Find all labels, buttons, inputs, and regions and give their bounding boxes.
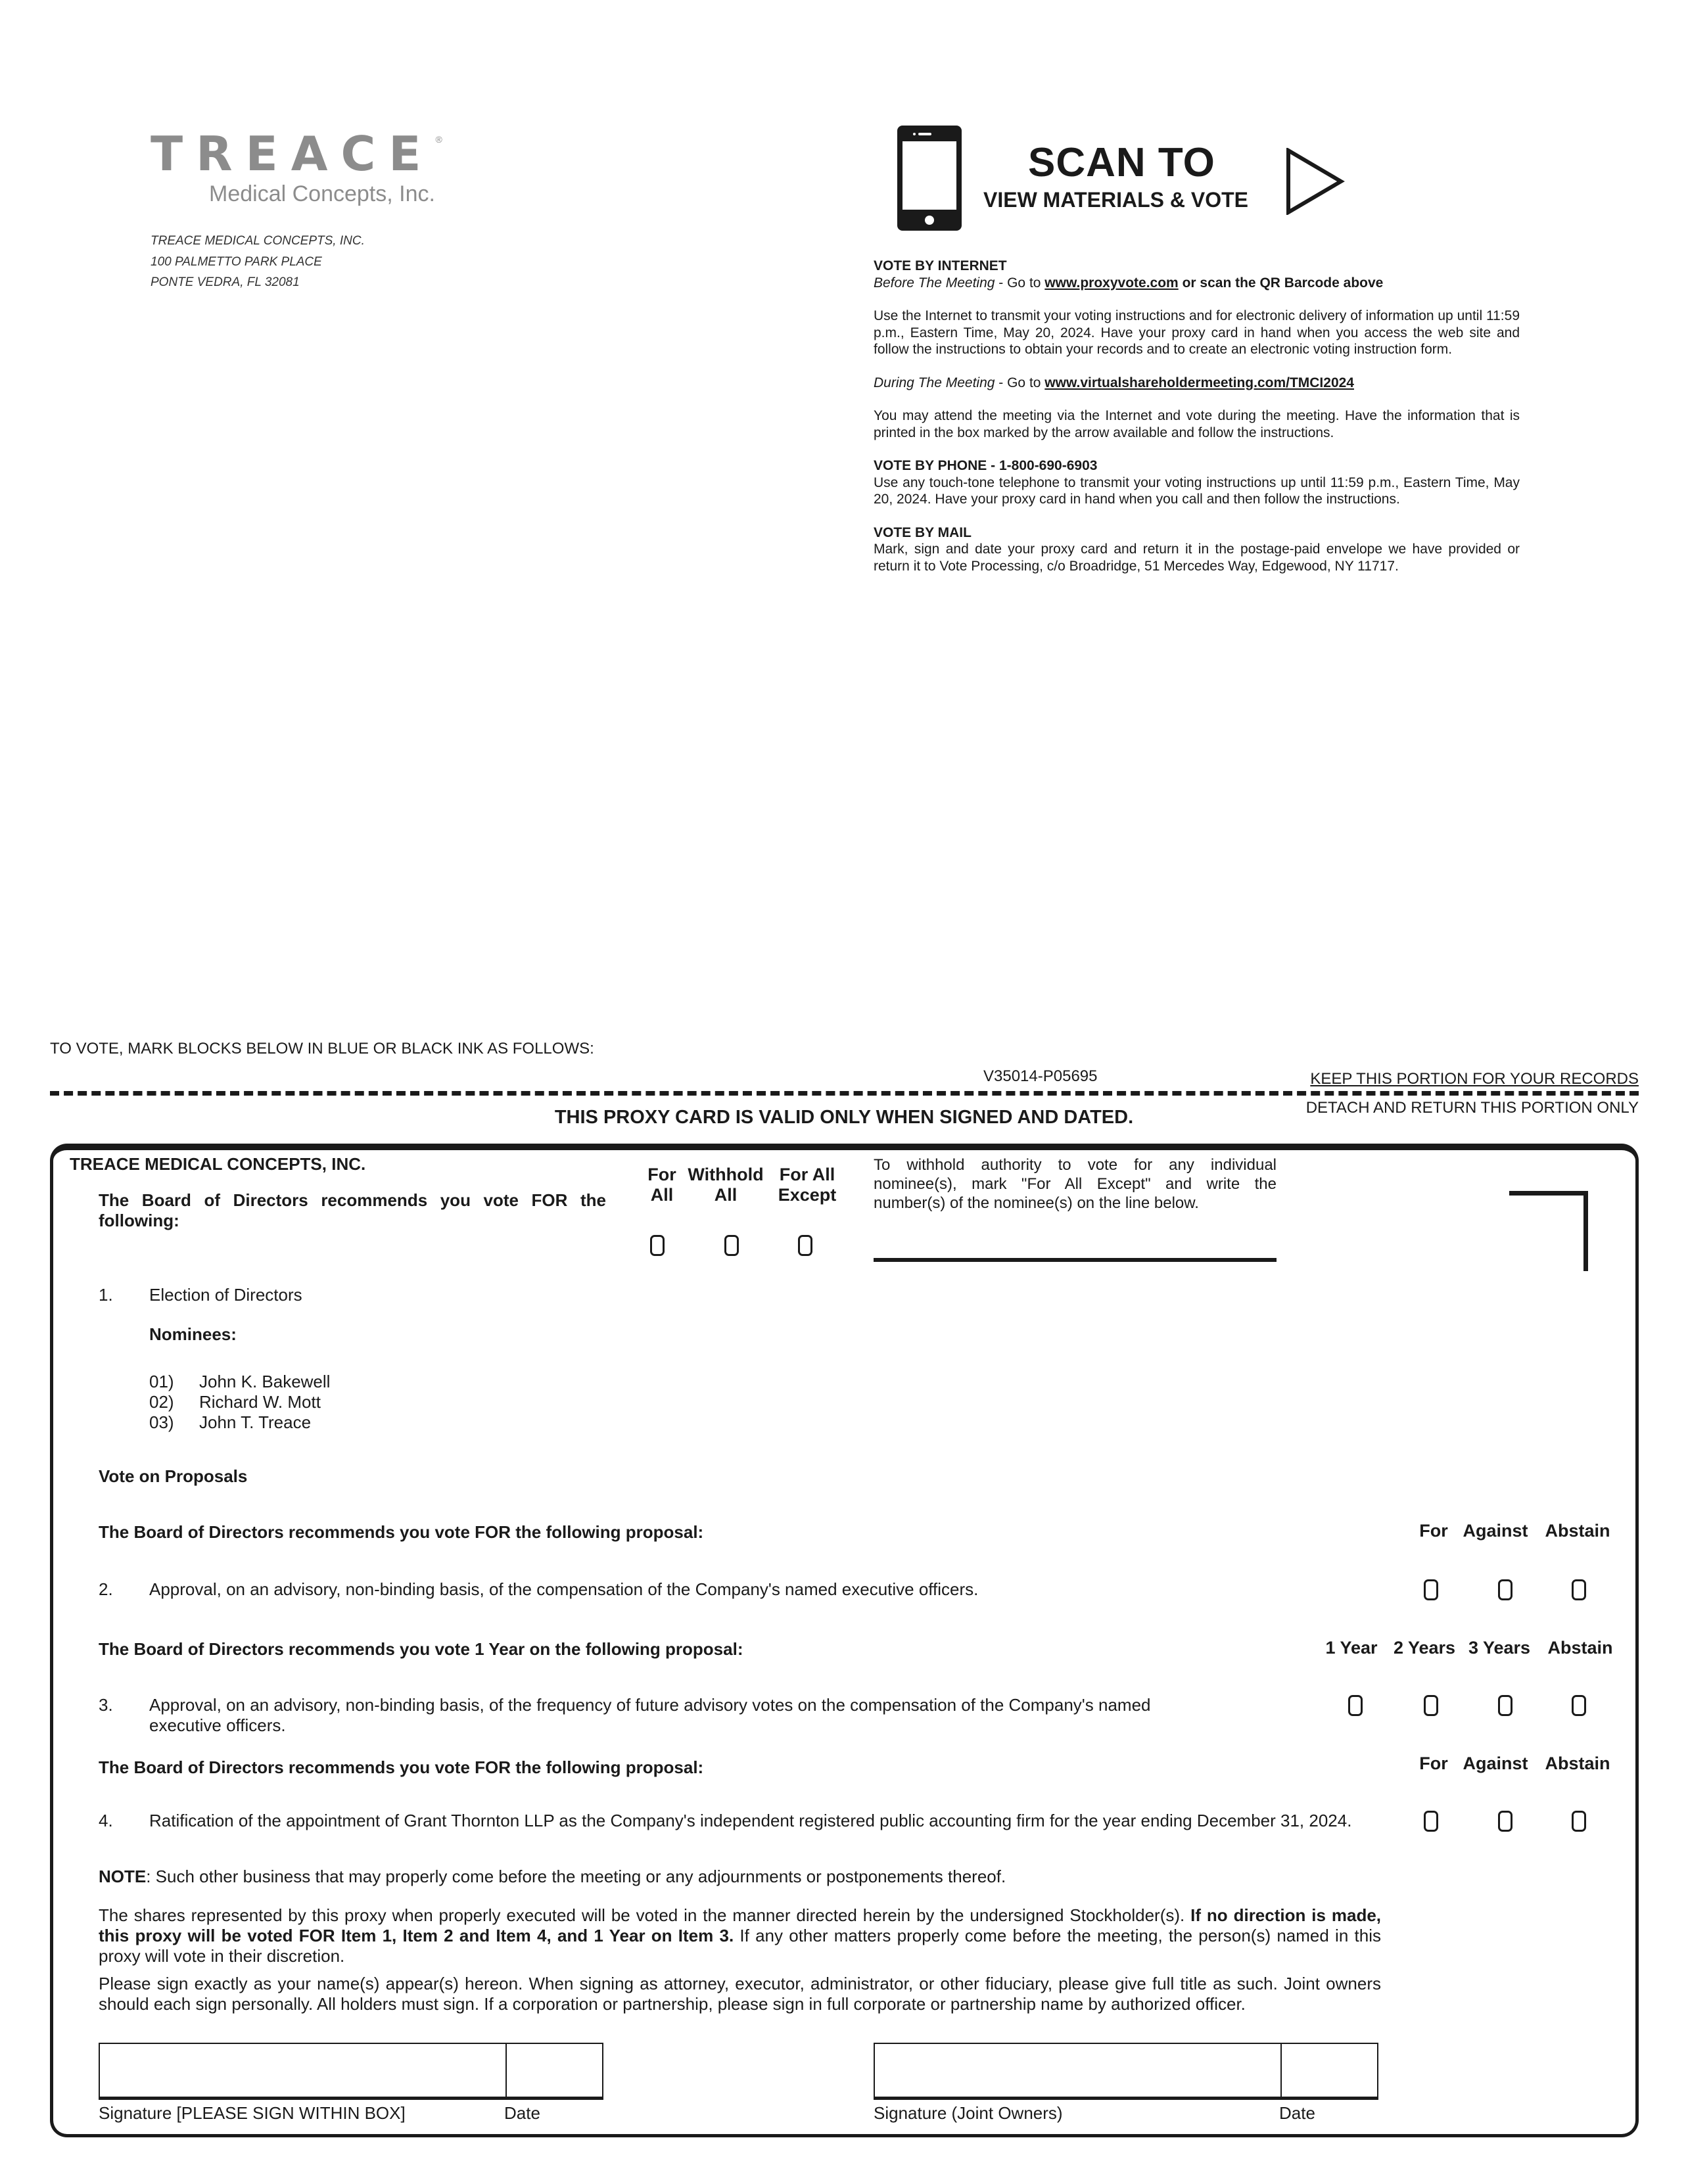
item2-abstain-checkbox[interactable]: [1572, 1579, 1586, 1600]
item4-for-checkbox[interactable]: [1424, 1811, 1438, 1832]
col-against: Against: [1463, 1754, 1528, 1773]
nominee-num: 03): [149, 1412, 174, 1432]
proxyvote-link[interactable]: www.proxyvote.com: [1044, 275, 1179, 290]
col-withhold-all: [680, 1165, 772, 1205]
proposal-recommendation: The Board of Directors recommends you vote 1 Year on the following proposal:: [99, 1639, 743, 1659]
detach-line: [50, 1091, 1639, 1096]
col-1-year: 1 Year: [1325, 1638, 1378, 1658]
scan-heading: SCAN TO: [1028, 140, 1215, 185]
item-compensation: Approval, on an advisory, non-binding basis, of the compensation of the Company's named executive officers.: [149, 1579, 979, 1599]
note: [99, 1867, 1006, 1887]
shares-text: If any other matters properly come before the meeting, the person(s) named in this proxy will vote in their discretion.: [99, 1926, 1381, 1966]
attend-para: You may attend the meeting via the Internet and vote during the meeting. Have the information that is printed in the box marked by the arrow available and follow the instructions.: [874, 408, 1520, 440]
nominee-name: Richard W. Mott: [199, 1392, 321, 1412]
phone-para: Use any touch-tone telephone to transmit your voting instructions up until 11:59 p.m., Eastern Time, May 20, 2024. Have your proxy card in hand when you call and then follow the instructions.: [874, 475, 1520, 507]
item3-abstain-checkbox[interactable]: [1572, 1695, 1586, 1716]
corner-mark: [1509, 1191, 1588, 1196]
nominee-num: 02): [149, 1392, 174, 1412]
for-all-checkbox[interactable]: [650, 1235, 665, 1256]
item-number: 2.: [99, 1579, 113, 1599]
card-company: TREACE MEDICAL CONCEPTS, INC.: [70, 1154, 366, 1174]
validity-notice: [0, 1106, 1688, 1128]
joint-signature-box[interactable]: [874, 2043, 1378, 2100]
col-2-years: 2 Years: [1393, 1638, 1456, 1658]
note-text: : Such other business that may properly come before the meeting or any adjournments or postponements thereof.: [146, 1867, 1006, 1886]
smartphone-icon: [897, 126, 962, 231]
col-abstain: Abstain: [1547, 1638, 1613, 1658]
item-frequency: Approval, on an advisory, non-binding basis, of the frequency of future advisory votes on the compensation of the Company's named executive officers.: [149, 1695, 1151, 1735]
col-label: All: [650, 1185, 674, 1205]
before-meeting-line: [874, 275, 1520, 292]
go-to: - Go to: [995, 275, 1045, 290]
internet-heading: VOTE BY INTERNET: [874, 258, 1007, 273]
col-3-years: 3 Years: [1468, 1638, 1531, 1658]
date-divider: [505, 2044, 507, 2097]
sign-instructions: Please sign exactly as your name(s) appear(s) hereon. When signing as attorney, executor, administrator, or other fiduciary, please give full title as such. Joint owners should each sign personally. All holders must sign. If a corporation or partnership, please sign in full corporate or partnership name by authorized officer.: [99, 1974, 1381, 2014]
signature-box[interactable]: [99, 2043, 603, 2100]
phone-heading: VOTE BY PHONE - 1-800-690-6903: [874, 458, 1098, 473]
vote-on-proposals: Vote on Proposals: [99, 1466, 248, 1486]
for-all-except-checkbox[interactable]: [798, 1235, 812, 1256]
nominee-exception-line[interactable]: [874, 1258, 1277, 1262]
detach-portion-label: DETACH AND RETURN THIS PORTION ONLY: [1305, 1099, 1639, 1117]
validity-text: THIS PROXY CARD IS VALID ONLY WHEN SIGNED AND DATED.: [554, 1107, 1134, 1128]
col-label: For: [647, 1165, 676, 1184]
joint-signature-label: Signature (Joint Owners): [874, 2103, 1063, 2123]
item4-abstain-checkbox[interactable]: [1572, 1811, 1586, 1832]
virtual-meeting-link[interactable]: www.virtualshareholdermeeting.com/TMCI2024: [1044, 375, 1354, 390]
col-abstain: Abstain: [1545, 1521, 1610, 1541]
proposal-recommendation: The Board of Directors recommends you vote FOR the following proposal:: [99, 1522, 704, 1542]
qr-note: or scan the QR Barcode above: [1178, 275, 1384, 290]
mail-heading: VOTE BY MAIL: [874, 524, 972, 540]
address-line: TREACE MEDICAL CONCEPTS, INC.: [151, 234, 365, 248]
col-against: Against: [1463, 1521, 1528, 1541]
shares-text: The shares represented by this proxy when properly executed will be voted in the manner directed herein by the undersigned Stockholder(s).: [99, 1905, 1191, 1925]
treace-logo: [151, 126, 442, 181]
item-number: 3.: [99, 1695, 113, 1715]
scan-subheading: VIEW MATERIALS & VOTE: [983, 188, 1248, 212]
mail-para: Mark, sign and date your proxy card and return it in the postage-paid envelope we have provided or return it to Vote Processing, c/o Broadridge, 51 Mercedes Way, Edgewood, NY 11717.: [874, 542, 1520, 574]
control-code: V35014-P05695: [983, 1067, 1098, 1085]
address-line: PONTE VEDRA, FL 32081: [151, 275, 300, 289]
shares-paragraph: [99, 1905, 1381, 1966]
item2-against-checkbox[interactable]: [1498, 1579, 1512, 1600]
col-label: For All: [779, 1165, 835, 1184]
col-for: For: [1419, 1754, 1448, 1773]
col-abstain: Abstain: [1545, 1754, 1610, 1773]
col-label: Withhold: [688, 1165, 764, 1184]
ink-instructions: TO VOTE, MARK BLOCKS BELOW IN BLUE OR BLACK INK AS FOLLOWS:: [50, 1040, 594, 1057]
nominee-name: John K. Bakewell: [199, 1372, 331, 1391]
date-label: Date: [504, 2103, 540, 2123]
note-label: NOTE: [99, 1867, 147, 1886]
item3-3years-checkbox[interactable]: [1498, 1695, 1512, 1716]
col-for: For: [1419, 1521, 1448, 1541]
signature-label: Signature [PLEASE SIGN WITHIN BOX]: [99, 2103, 406, 2123]
voting-instructions: [874, 258, 1520, 574]
item-number: 4.: [99, 1811, 113, 1830]
go-to: - Go to: [995, 375, 1045, 390]
logo-wordmark: TREACE: [151, 126, 434, 181]
item2-for-checkbox[interactable]: [1424, 1579, 1438, 1600]
corner-mark: [1583, 1191, 1588, 1271]
logo-registered-mark: ®: [435, 134, 442, 145]
col-label: Except: [778, 1185, 837, 1205]
keep-portion-label: KEEP THIS PORTION FOR YOUR RECORDS: [1310, 1070, 1639, 1088]
proposal-recommendation: The Board of Directors recommends you vote FOR the following proposal:: [99, 1757, 704, 1777]
col-label: All: [714, 1185, 738, 1205]
item3-2years-checkbox[interactable]: [1424, 1695, 1438, 1716]
nominees-label: Nominees:: [149, 1324, 237, 1344]
item3-1year-checkbox[interactable]: [1348, 1695, 1363, 1716]
date-label: Date: [1279, 2103, 1315, 2123]
during-meeting-line: [874, 375, 1520, 392]
nominee-num: 01): [149, 1372, 174, 1391]
address-line: 100 PALMETTO PARK PLACE: [151, 255, 322, 269]
directors-recommendation: The Board of Directors recommends you vote FOR the following:: [99, 1190, 606, 1230]
before-label: Before The Meeting: [874, 275, 995, 290]
item-ratification: Ratification of the appointment of Grant Thornton LLP as the Company's independent registered public accounting firm for the year ending December 31, 2024.: [149, 1811, 1352, 1830]
nominee-name: John T. Treace: [199, 1412, 312, 1432]
internet-para: Use the Internet to transmit your voting instructions and for electronic delivery of information up until 11:59 p.m., Eastern Time, May 20, 2024. Have your proxy card in hand when you access the web site and follow the instructions to obtain your records and to create an electronic voting instruction form.: [874, 308, 1520, 357]
date-divider: [1280, 2044, 1282, 2097]
logo-subtitle: Medical Concepts, Inc.: [209, 181, 435, 206]
item-number: 1.: [99, 1285, 113, 1305]
withhold-all-checkbox[interactable]: [724, 1235, 739, 1256]
col-for-all-except: [761, 1165, 853, 1205]
triangle-arrow-icon: [1286, 148, 1345, 215]
withhold-note: To withhold authority to vote for any individual nominee(s), mark "For All Except" and write the number(s) of the nominee(s) on the line below.: [874, 1156, 1277, 1212]
item4-against-checkbox[interactable]: [1498, 1811, 1512, 1832]
during-label: During The Meeting: [874, 375, 995, 390]
shares-default: If no direction is made, this proxy will be voted FOR Item 1, Item 2 and Item 4, and 1 Year on Item 3.: [99, 1905, 1382, 1945]
item-election: Election of Directors: [149, 1285, 302, 1305]
